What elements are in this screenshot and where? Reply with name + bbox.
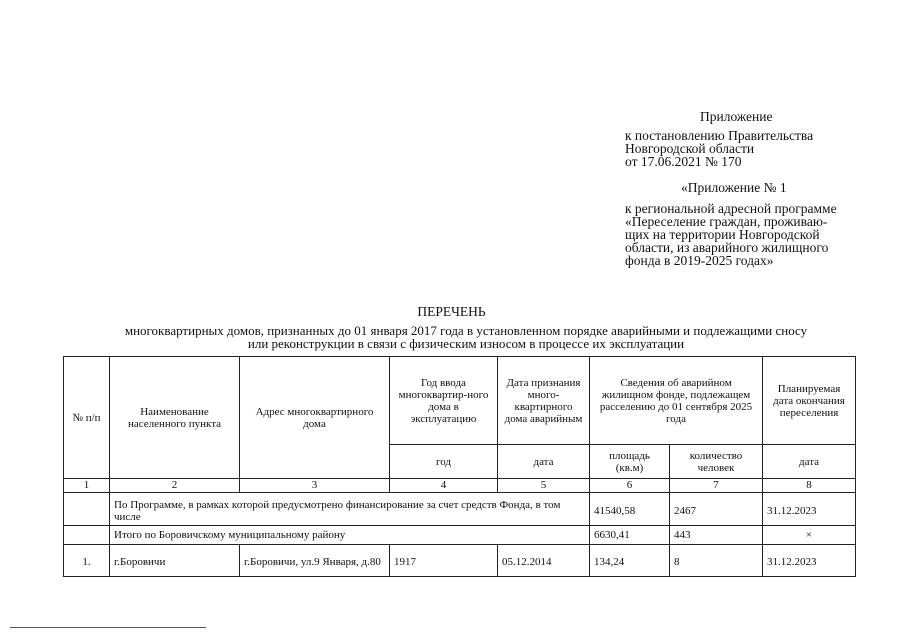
subheader-date: дата — [498, 445, 590, 479]
row-recognized-date: 05.12.2014 — [498, 545, 590, 577]
subheader-planned: дата — [763, 445, 856, 479]
row-settlement: г.Боровичи — [110, 545, 240, 577]
row-year: 1917 — [390, 545, 498, 577]
column-number: 7 — [670, 479, 763, 493]
list-subtitle-line1: многоквартирных домов, признанных до 01 января 2017 года в установленном порядке аварийными и подлежащими сносу — [124, 323, 808, 338]
program-line: фонда в 2019-2025 годах» — [625, 253, 774, 268]
subheader-area: площадь (кв.м) — [590, 445, 670, 479]
header-num: № п/п — [64, 357, 110, 479]
column-number: 8 — [763, 479, 856, 493]
header-settlement: Наименование населенного пункта — [110, 357, 240, 479]
district-total-people: 443 — [670, 526, 763, 545]
resolution-line: от 17.06.2021 № 170 — [625, 154, 742, 169]
header-address: Адрес многоквартирного дома — [240, 357, 390, 479]
column-number: 1 — [64, 479, 110, 493]
list-heading: ПЕРЕЧЕНЬ — [417, 304, 486, 319]
column-number: 6 — [590, 479, 670, 493]
program-total-date: 31.12.2023 — [763, 493, 856, 526]
row-address: г.Боровичи, ул.9 Января, д.80 — [240, 545, 390, 577]
row-people: 8 — [670, 545, 763, 577]
column-number: 3 — [240, 479, 390, 493]
program-total-label: По Программе, в рамках которой предусмотрено финансирование за счет средств Фонда, в том числе — [110, 493, 590, 526]
district-total-row — [64, 526, 856, 545]
program-line: к региональной адресной программе — [625, 201, 837, 216]
program-total-people: 2467 — [670, 493, 763, 526]
row-planned-date: 31.12.2023 — [763, 545, 856, 577]
header-planned: Планируемая дата окончания переселения — [763, 357, 856, 445]
housing-table — [63, 356, 856, 577]
district-total-date: × — [763, 526, 856, 545]
program-total-row — [64, 493, 856, 526]
header-info: Сведения об аварийном жилищном фонде, подлежащем расселению до 01 сентября 2025 года — [590, 357, 763, 445]
header-year: Год ввода многоквартир-ного дома в эксплуатацию — [390, 357, 498, 445]
subheader-people: количество человек — [670, 445, 763, 479]
district-total-label: Итого по Боровичскому муниципальному району — [110, 526, 590, 545]
column-number: 2 — [110, 479, 240, 493]
row-area: 134,24 — [590, 545, 670, 577]
header-date: Дата признания много-квартирного дома аварийным — [498, 357, 590, 445]
program-line: области, из аварийного жилищного — [625, 240, 829, 255]
row-num: 1. — [64, 545, 110, 577]
resolution-line: Новгородской области — [625, 141, 755, 156]
table-row — [64, 545, 856, 577]
district-total-area: 6630,41 — [590, 526, 670, 545]
footnote-divider — [10, 627, 206, 628]
column-number: 5 — [498, 479, 590, 493]
subheader-year: год — [390, 445, 498, 479]
appendix-number: «Приложение № 1 — [681, 180, 787, 195]
column-number-row — [64, 479, 856, 493]
appendix-title: Приложение — [700, 109, 773, 124]
program-line: щих на территории Новгородской — [625, 227, 820, 242]
list-subtitle-line2: или реконструкции в связи с физическим износом в процессе их эксплуатации — [247, 336, 685, 351]
column-number: 4 — [390, 479, 498, 493]
program-line: «Переселение граждан, проживаю- — [625, 214, 828, 229]
program-total-area: 41540,58 — [590, 493, 670, 526]
resolution-line: к постановлению Правительства — [625, 128, 814, 143]
